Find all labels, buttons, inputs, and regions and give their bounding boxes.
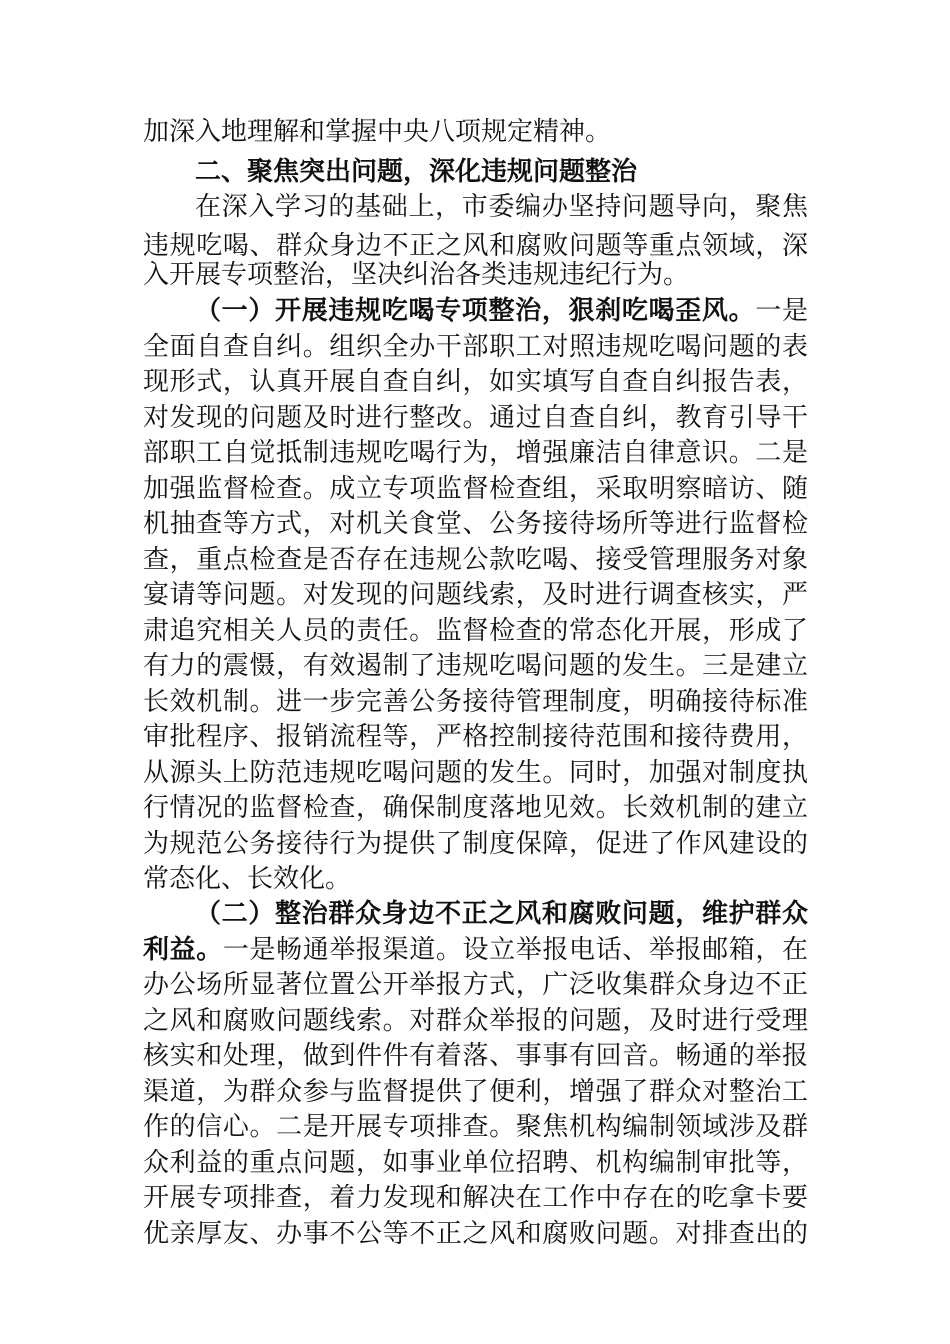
body-text-line: 宴请等问题。对发现的问题线索，及时进行调查核实，严: [143, 580, 808, 610]
subsection-heading: 利益。: [143, 935, 223, 965]
body-text-line: 有力的震慑，有效遏制了违规吃喝问题的发生。三是建立: [143, 651, 808, 681]
body-text-line: 核实和处理，做到件件有着落、事事有回音。畅通的举报: [143, 1041, 808, 1071]
body-text-line: 之风和腐败问题线索。对群众举报的问题，及时进行受理: [143, 1006, 808, 1036]
body-text-fragment: 一是畅通举报渠道。设立举报电话、举报邮箱，在: [222, 935, 808, 965]
body-text-line: 加强监督检查。成立专项监督检查组，采取明察暗访、随: [143, 474, 808, 504]
body-text-line: 全面自查自纠。组织全办干部职工对照违规吃喝问题的表: [143, 332, 808, 362]
subsection-heading: （二）整治群众身边不正之风和腐败问题，维护群众: [195, 899, 808, 929]
body-text-line: 对发现的问题及时进行整改。通过自查自纠，教育引导干: [143, 403, 808, 433]
body-text-line: 常态化、长效化。: [143, 864, 352, 894]
body-text-line: 肃追究相关人员的责任。监督检查的常态化开展，形成了: [143, 616, 808, 646]
body-text-fragment: 一是: [755, 296, 808, 326]
body-text-line: 众利益的重点问题，如事业单位招聘、机构编制审批等，: [143, 1148, 808, 1178]
body-text-line: 部职工自觉抵制违规吃喝行为，增强廉洁自律意识。二是: [143, 438, 808, 468]
section-heading: 二、聚焦突出问题，深化违规问题整治: [195, 157, 638, 187]
body-text-line: 长效机制。进一步完善公务接待管理制度，明确接待标准: [143, 687, 808, 717]
body-text-line: 在深入学习的基础上，市委编办坚持问题导向，聚焦: [195, 192, 808, 222]
body-text-line: 审批程序、报销流程等，严格控制接待范围和接待费用，: [143, 722, 808, 752]
body-text-line: 现形式，认真开展自查自纠，如实填写自查自纠报告表，: [143, 367, 808, 397]
subsection-line: [195, 894, 808, 934]
body-text-line: 渠道，为群众参与监督提供了便利，增强了群众对整治工: [143, 1077, 808, 1107]
body-text-line: 从源头上防范违规吃喝问题的发生。同时，加强对制度执: [143, 758, 808, 788]
body-text-line: 作的信心。二是开展专项排查。聚焦机构编制领域涉及群: [143, 1112, 808, 1142]
subsection-line: [195, 291, 808, 331]
body-text-line: 加深入地理解和掌握中央八项规定精神。: [143, 117, 612, 147]
body-text-line: 机抽查等方式，对机关食堂、公务接待场所等进行监督检: [143, 509, 808, 539]
body-text-line: 查，重点检查是否存在违规公款吃喝、接受管理服务对象: [143, 545, 808, 575]
body-text-line: 开展专项排查，着力发现和解决在工作中存在的吃拿卡要: [143, 1183, 808, 1213]
body-text-line: 办公场所显著位置公开举报方式，广泛收集群众身边不正: [143, 970, 808, 1000]
body-text-line: 为规范公务接待行为提供了制度保障，促进了作风建设的: [143, 829, 808, 859]
body-text-line: 违规吃喝、群众身边不正之风和腐败问题等重点领域，深: [143, 231, 808, 261]
body-text-line: 行情况的监督检查，确保制度落地见效。长效机制的建立: [143, 793, 808, 823]
subsection-line: [143, 930, 808, 970]
body-text-line: 优亲厚友、办事不公等不正之风和腐败问题。对排查出的: [143, 1219, 808, 1249]
subsection-heading: （一）开展违规吃喝专项整治，狠刹吃喝歪风。: [195, 296, 756, 326]
body-text-line: 入开展专项整治，坚决纠治各类违规违纪行为。: [143, 260, 690, 290]
